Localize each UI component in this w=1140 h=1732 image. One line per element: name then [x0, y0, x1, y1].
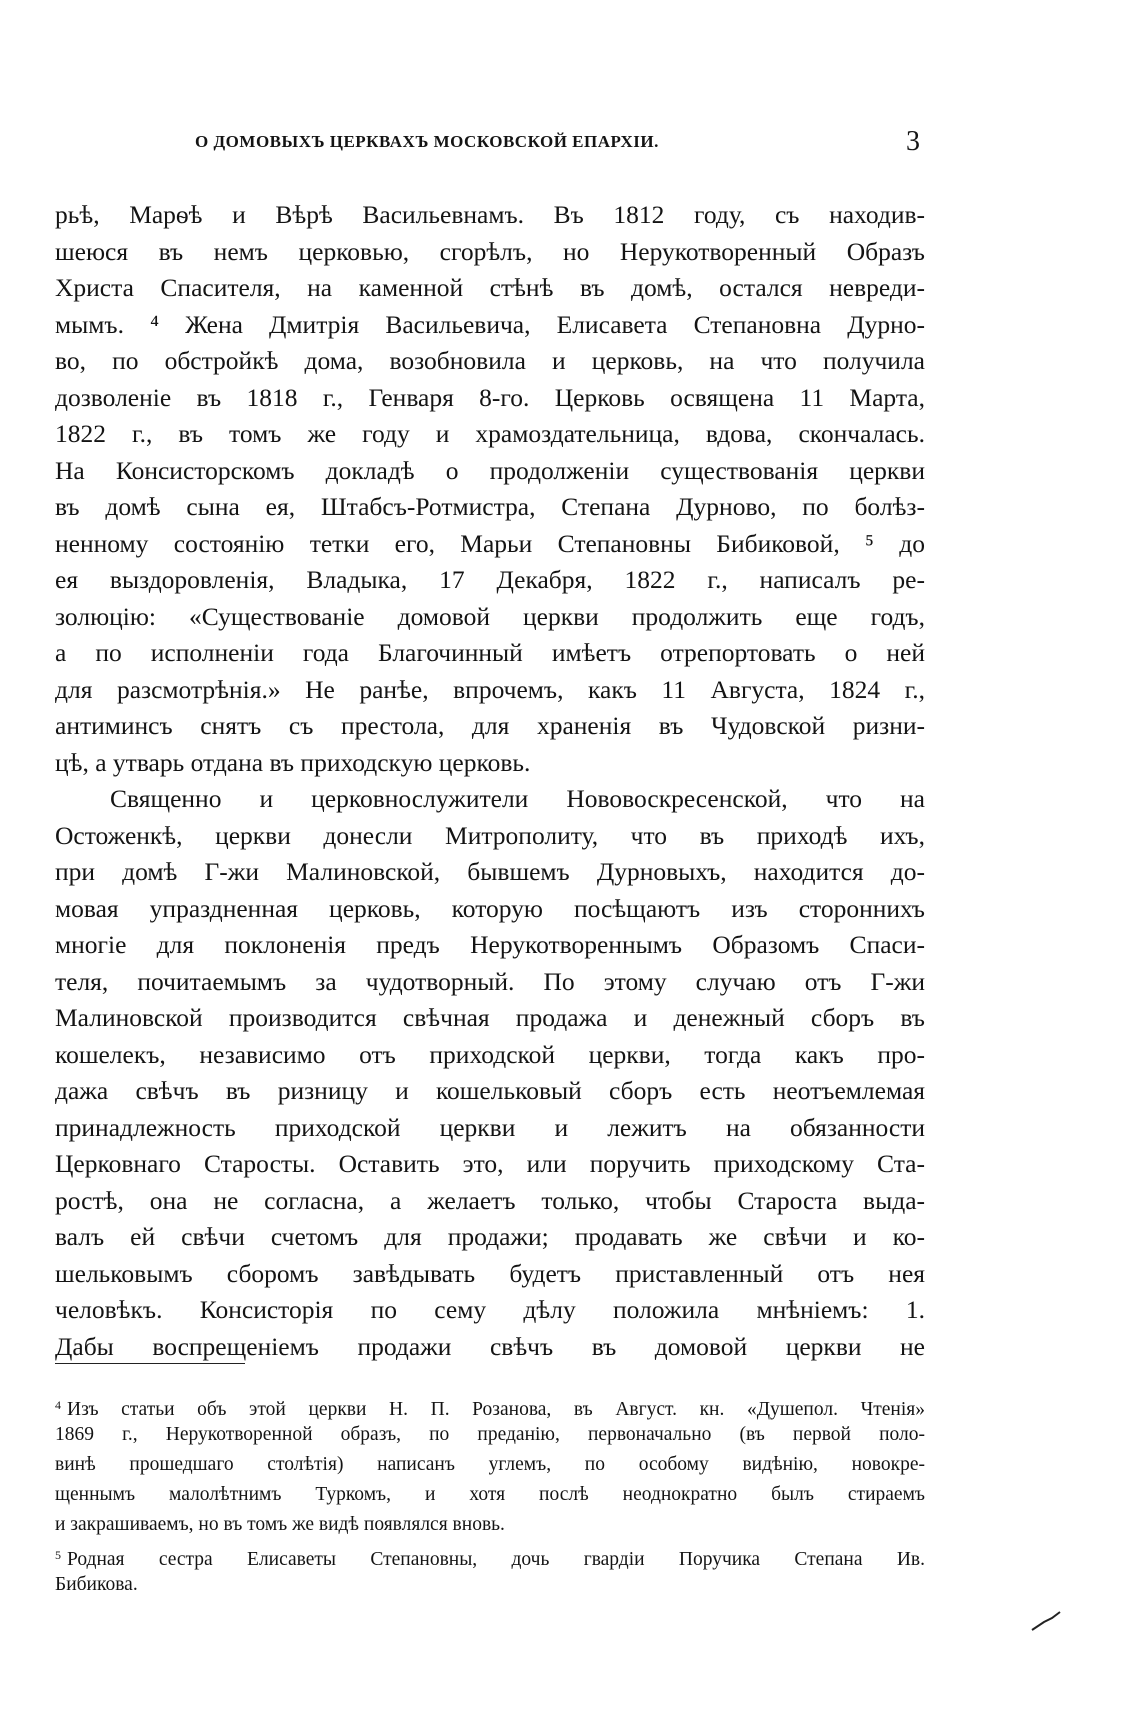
- text-line: дажа свѣчъ въ ризницу и кошельковый сборъ есть неотъемлемая: [55, 1076, 925, 1105]
- footnote-4-line: 1869 г., Нерукотворенной образъ, по преданію, первоначально (въ первой поло-: [55, 1424, 925, 1445]
- footnote-4-line: [55, 1390, 925, 1420]
- text-line: Христа Спасителя, на каменной стѣнѣ въ домѣ, остался невреди-: [55, 273, 925, 302]
- main-text: [55, 197, 925, 1365]
- footnote-4-line: винѣ прошедшаго столѣтія) написанъ углемъ, по особому видѣнію, новокре-: [55, 1454, 925, 1475]
- text-line: многіе для поклоненія предъ Нерукотвореннымъ Образомъ Спаси-: [55, 930, 925, 959]
- text-line: шеюся въ немъ церковью, сгорѣлъ, но Нерукотворенный Образъ: [55, 236, 925, 266]
- text-line: при домѣ Г-жи Малиновской, бывшемъ Дурновыхъ, находится до-: [55, 857, 925, 886]
- text-line: рьѣ, Марѳѣ и Вѣрѣ Васильевнамъ. Въ 1812 году, съ находив-: [55, 200, 925, 229]
- text-line: ея выздоровленія, Владыка, 17 Декабря, 1822 г., написалъ ре-: [55, 565, 925, 594]
- text-line: Малиновской производится свѣчная продажа и денежный сборъ въ: [55, 1003, 925, 1032]
- footnote-5-line: Бибикова.: [55, 1574, 138, 1595]
- footnote-5-line: [55, 1540, 925, 1570]
- footnote-text: Изъ статьи объ этой церкви Н. П. Розанова, въ Август. кн. «Душепол. Чтенія»: [67, 1399, 925, 1420]
- text-line: въ домѣ сына ея, Штабсъ-Ротмистра, Степана Дурново, по болѣз-: [55, 492, 925, 521]
- text-line: для разсмотрѣнія.» Не ранѣе, впрочемъ, какъ 11 Августа, 1824 г.,: [55, 674, 925, 704]
- text-line: шельковымъ сборомъ завѣдывать будетъ приставленный отъ нея: [55, 1258, 925, 1288]
- text-line: На Консисторскомъ докладѣ о продолженіи существованія церкви: [55, 455, 925, 485]
- text-line: Церковнаго Старосты. Оставить это, или поручить приходскому Ста-: [55, 1149, 925, 1178]
- footnote-marker: 5: [55, 1548, 61, 1562]
- footnote-text: Родная сестра Елисаветы Степановны, дочь гвардіи Поручика Степана Ив.: [67, 1549, 925, 1570]
- running-head: О ДОМОВЫХЪ ЦЕРКВАХЪ МОСКОВСКОЙ ЕПАРХІИ.: [195, 132, 659, 151]
- book-page: [55, 0, 925, 1732]
- footnote-rule: [55, 1363, 245, 1364]
- paragraph-start-line: Священно и церковнослужители Нововоскресенской, что на: [110, 784, 925, 813]
- text-line: а по исполненіи года Благочинный имѣетъ отрепортовать о ней: [55, 638, 925, 667]
- text-line: золюцію: «Существованіе домовой церкви продолжить еще годъ,: [55, 601, 925, 631]
- footnote-4-line: щеннымъ малолѣтнимъ Туркомъ, и хотя послѣ неоднократно былъ стираемъ: [55, 1484, 925, 1505]
- text-line: дозволеніе въ 1818 г., Генваря 8-го. Церковь освящена 11 Марта,: [55, 382, 925, 412]
- text-line: ненному состоянію тетки его, Марьи Степановны Бибиковой, ⁵ до: [55, 528, 925, 558]
- footnote-4-line: и закрашиваемъ, но въ томъ же видѣ появлялся вновь.: [55, 1514, 505, 1535]
- page-header: [55, 126, 925, 160]
- text-line: мовая упраздненная церковь, которую посѣщаютъ изъ стороннихъ: [55, 893, 925, 923]
- text-line: теля, почитаемымъ за чудотворный. По этому случаю отъ Г-жи: [55, 966, 925, 996]
- page-number: 3: [906, 126, 920, 157]
- paragraph-end-line: цѣ, а утварь отдана въ приходскую церковь.: [55, 747, 531, 777]
- text-line: принадлежность приходской церкви и лежитъ на обязанности: [55, 1112, 925, 1142]
- text-line: 1822 г., въ томъ же году и храмоздательница, вдова, скончалась.: [55, 419, 925, 448]
- text-line: антиминсъ снятъ съ престола, для храненія въ Чудовской ризни-: [55, 711, 925, 740]
- text-line: кошелекъ, независимо отъ приходской церкви, тогда какъ про-: [55, 1039, 925, 1069]
- footnotes: [55, 1390, 925, 1600]
- text-line: Дабы воспрещеніемъ продажи свѣчъ въ домовой церкви не: [55, 1331, 925, 1361]
- text-line: ростѣ, она не согласна, а желаетъ только, чтобы Староста выда-: [55, 1185, 925, 1215]
- text-line: валъ ей свѣчи счетомъ для продажи; продавать же свѣчи и ко-: [55, 1222, 925, 1251]
- text-line: человѣкъ. Консисторія по сему дѣлу положила мнѣніемъ: 1.: [55, 1295, 925, 1324]
- pencil-mark-icon: [1030, 1610, 1062, 1632]
- text-line: во, по обстройкѣ дома, возобновила и церковь, на что получила: [55, 346, 925, 375]
- text-line: Остоженкѣ, церкви донесли Митрополиту, что въ приходѣ ихъ,: [55, 820, 925, 850]
- text-line: мымъ. ⁴ Жена Дмитрія Васильевича, Елисавета Степановна Дурно-: [55, 309, 925, 339]
- footnote-marker: 4: [55, 1398, 61, 1412]
